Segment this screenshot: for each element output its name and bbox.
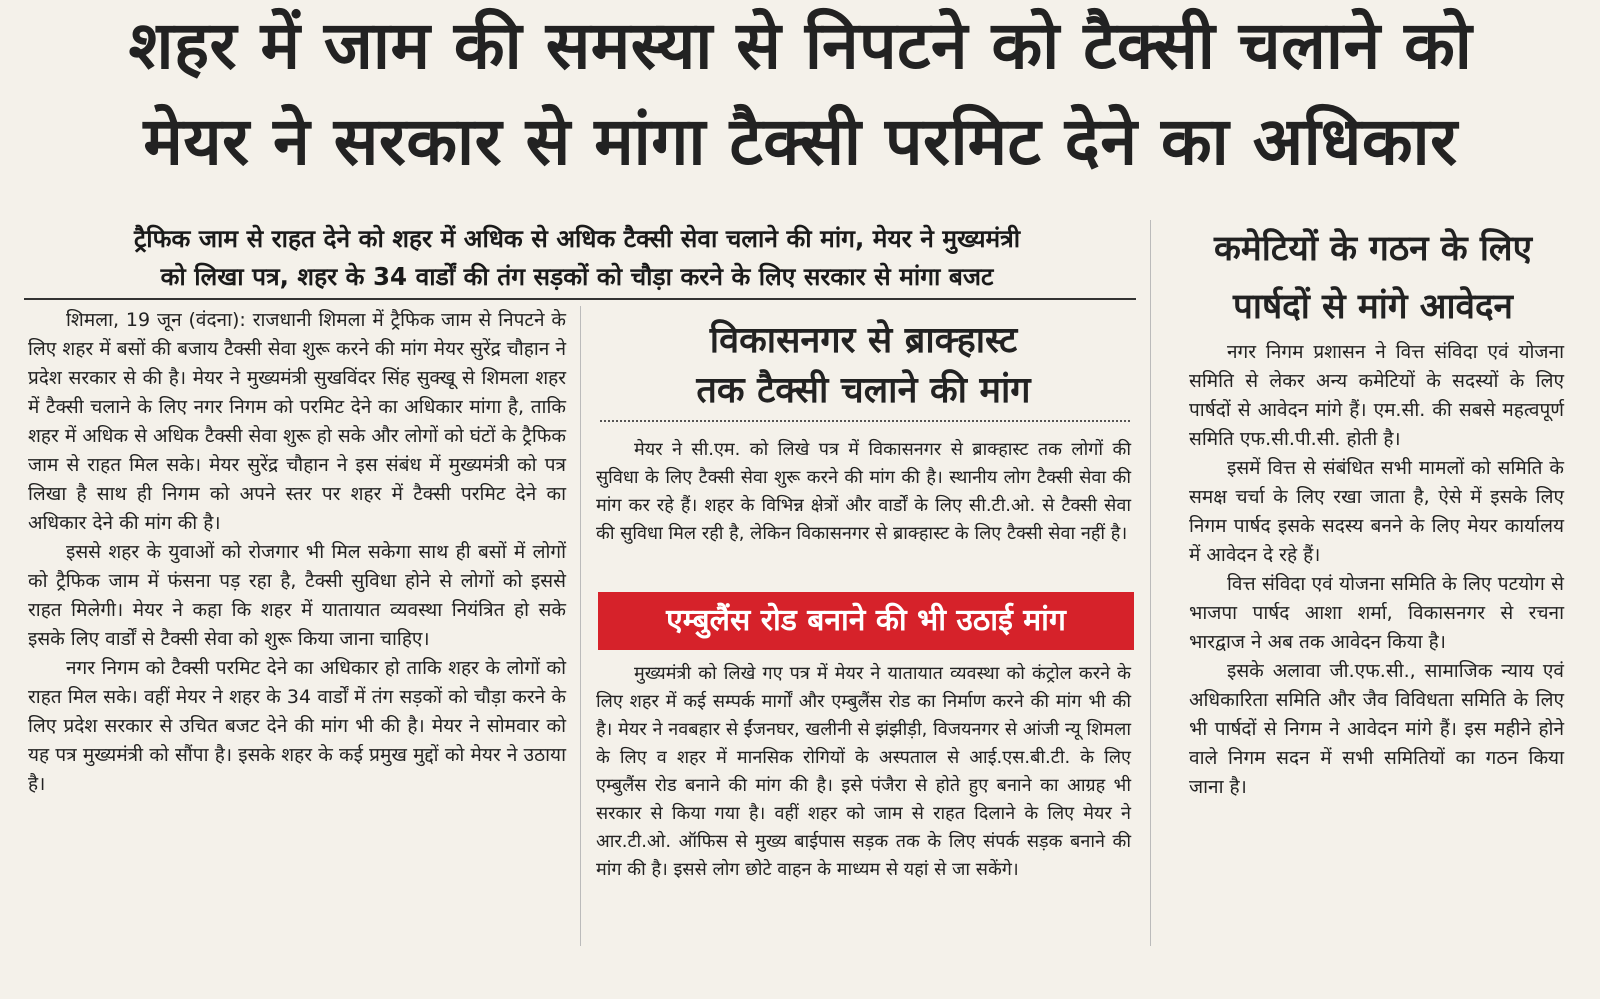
headline-line-1: शहर में जाम की समस्या से निपटने को टैक्सी चलाने को — [128, 7, 1473, 84]
ambulance-story-banner: एम्बुलैंस रोड बनाने की भी उठाई मांग — [598, 592, 1134, 650]
side-story-heading-line-1: कमेटियों के गठन के लिए — [1214, 229, 1532, 269]
column-divider — [1150, 220, 1151, 946]
headline-line-2: मेयर ने सरकार से मांगा टैक्सी परमिट देने का अधिकार — [143, 103, 1458, 180]
side-story-paragraph: नगर निगम प्रशासन ने वित्त संविदा एवं योजना समिति से लेकर अन्य कमेटियों के सदस्यों के लिए पार्षदों से आवेदन मांगे हैं। एम.सी. की सबसे महत्वपूर्ण समिति एफ.सी.पी.सी. होती है। — [1189, 341, 1564, 450]
box-story-paragraph: मेयर ने सी.एम. को लिखे पत्र में विकासनगर से ब्राक्हास्ट तक लोगों की सुविधा के लिए टैक्सी सेवा शुरू करने की मांग की है। स्थानीय लोग टैक्सी सेवा की मांग कर रहे हैं। शहर के विभिन्न क्षेत्रों और वार्डों के लिए सी.टी.ओ. से टैक्सी सेवा की सुविधा मिल रही है, लेकिन विकासनगर से ब्राक्हास्ट के लिए टैक्सी सेवा नहीं है। — [596, 439, 1131, 544]
main-story-paragraph: शिमला, 19 जून (वंदना): राजधानी शिमला में ट्रैफिक जाम से निपटने के लिए शहर में बसों की बजाय टैक्सी सेवा शुरू करने की मांग मेयर सुरेंद्र चौहान ने प्रदेश सरकार से की है। मेयर ने मुख्यमंत्री सुखविंदर सिंह सुक्खू से शिमला शहर में टैक्सी चलाने के लिए नगर निगम को परमिट देने का अधिकार मांगा है, ताकि शहर में अधिक से अधिक टैक्सी सेवा शुरू हो सके और लोगों को घंटों के ट्रैफिक जाम से राहत मिल सके। मेयर सुरेंद्र चौहान ने इस संबंध में मुख्यमंत्री को पत्र लिखा है साथ ही निगम को अपने स्तर पर शहर में टैक्सी परमिट देने का अधिकार देने की मांग की है। — [28, 309, 566, 534]
subheadline-rule — [24, 298, 1136, 300]
side-story-heading-line-2: पार्षदों से मांगे आवेदन — [1233, 287, 1513, 327]
box-story-heading — [596, 316, 1131, 416]
box-story-body — [596, 436, 1131, 548]
box-story-heading-line-2: तक टैक्सी चलाने की मांग — [696, 370, 1031, 411]
main-story-paragraph: नगर निगम को टैक्सी परमिट देने का अधिकार हो ताकि शहर के लोगों को राहत मिल सके। वहीं मेयर ने शहर के 34 वार्डों में तंग सड़कों को चौड़ा करने के लिए प्रदेश सरकार से उचित बजट देने की मांग भी की है। मेयर ने सोमवार को यह पत्र मुख्यमंत्री को सौंपा है। इसके शहर के कई प्रमुख मुद्दों को मेयर ने उठाया है। — [28, 657, 566, 795]
box-story-heading-line-1: विकासनगर से ब्राक्हास्ट — [709, 320, 1018, 361]
side-story-heading — [1168, 220, 1578, 336]
column-divider — [580, 306, 581, 946]
ambulance-story-paragraph: मुख्यमंत्री को लिखे गए पत्र में मेयर ने यातायात व्यवस्था को कंट्रोल करने के लिए शहर में कई सम्पर्क मार्गों और एम्बुलैंस रोड का निर्माण करने की मांग भी की है। मेयर ने नवबहार से ईंजनघर, खलीनी से झंझीड़ी, विजयनगर से आंजी न्यू शिमला के लिए व शहर में मानसिक रोगियों के अस्पताल से आई.एस.बी.टी. के लिए एम्बुलैंस रोड बनाने की मांग की है। इसे पंजैरा से होते हुए बनाने का आग्रह भी सरकार से किया गया है। वहीं शहर को जाम से राहत दिलाने के लिए मेयर ने आर.टी.ओ. ऑफिस से मुख्य बाईपास सड़क तक के लिए संपर्क सड़क बनाने की मांग की है। इससे लोग छोटे वाहन के माध्यम से यहां से जा सकेंगे। — [596, 663, 1131, 880]
side-story-paragraph: इसके अलावा जी.एफ.सी., सामाजिक न्याय एवं अधिकारिता समिति और जैव विविधता समिति के लिए भी पार्षदों से निगम ने आवेदन मांगे हैं। इस महीने होने वाले निगम सदन में सभी समितियों का गठन किया जाना है। — [1189, 660, 1564, 798]
main-story — [28, 306, 566, 799]
main-story-paragraph: इससे शहर के युवाओं को रोजगार भी मिल सकेगा साथ ही बसों में लोगों को ट्रैफिक जाम में फंसना पड़ रहा है, टैक्सी सुविधा होने से लोगों को इससे राहत मिलेगी। मेयर ने कहा कि शहर में यातायात व्यवस्था नियंत्रित हो सके इसके लिए वार्डों से टैक्सी सेवा को शुरू किया जाना चाहिए। — [28, 541, 566, 650]
side-story-paragraph: वित्त संविदा एवं योजना समिति के लिए पटयोग से भाजपा पार्षद आशा शर्मा, विकासनगर से रचना भारद्वाज ने अब तक आवेदन किया है। — [1189, 573, 1564, 653]
subheadline-line-1: ट्रैफिक जाम से राहत देने को शहर में अधिक से अधिक टैक्सी सेवा चलाने की मांग, मेयर ने मुख्यमंत्री — [133, 224, 1021, 253]
side-story-body — [1189, 338, 1564, 802]
dotted-separator — [600, 420, 1130, 422]
side-story-paragraph: इसमें वित्त से संबंधित सभी मामलों को समिति के समक्ष चर्चा के लिए रखा जाता है, ऐसे में इसके लिए निगम पार्षद इसके सदस्य बनने के लिए मेयर कार्यालय में आवेदन दे रहे हैं। — [1189, 457, 1564, 566]
ambulance-story-body — [596, 660, 1131, 884]
subheadline-line-2: को लिखा पत्र, शहर के 34 वार्डों की तंग सड़कों को चौड़ा करने के लिए सरकार से मांगा बजट — [160, 262, 994, 291]
